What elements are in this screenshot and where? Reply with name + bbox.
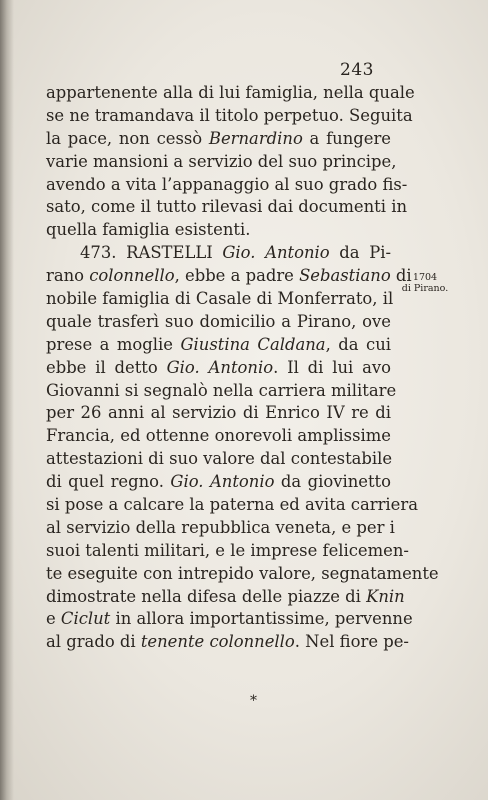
text-run: 473. RASTELLI bbox=[80, 243, 223, 263]
text-line bbox=[46, 380, 397, 403]
text-line bbox=[46, 540, 409, 563]
text-run: a fungere bbox=[302, 128, 391, 148]
text-line bbox=[46, 265, 412, 288]
text-run: , da cui bbox=[325, 334, 392, 354]
text-line bbox=[46, 357, 391, 380]
text-line bbox=[46, 608, 413, 631]
text-line bbox=[46, 586, 405, 609]
text-run: suoi talenti militari, e le imprese felicemen- bbox=[46, 540, 409, 560]
page-number: 243 bbox=[340, 60, 374, 80]
text-run: Giovanni si segnalò nella carriera militare bbox=[46, 380, 397, 400]
text-run: attestazioni di suo valore dal contestabile bbox=[46, 449, 393, 469]
text-run: se ne tramandava il titolo perpetuo. Seguita bbox=[46, 105, 413, 125]
text-line bbox=[46, 174, 408, 197]
text-run: varie mansioni a servizio del suo principe, bbox=[46, 151, 397, 171]
text-line bbox=[46, 288, 394, 311]
text-run: . Il di lui avo bbox=[273, 357, 391, 377]
italic-text: Knin bbox=[366, 586, 405, 606]
text-run: di quel regno. bbox=[46, 472, 171, 492]
text-run: per 26 anni al servizio di Enrico IV re di bbox=[46, 403, 391, 423]
text-run: Francia, ed ottenne onorevoli amplissime bbox=[46, 426, 391, 446]
text-line bbox=[46, 517, 395, 540]
text-run: di bbox=[390, 266, 412, 286]
text-line bbox=[46, 402, 391, 425]
text-run: nobile famiglia di Casale di Monferrato, il bbox=[46, 289, 394, 309]
text-run: rano bbox=[46, 266, 90, 286]
text-run: . Nel fiore pe- bbox=[294, 632, 409, 652]
italic-text: Gio. Antonio bbox=[166, 357, 274, 377]
margin-note-place: di Pirano. bbox=[401, 283, 449, 294]
text-run: dimostrate nella difesa delle piazze di bbox=[46, 586, 367, 606]
spine-shadow bbox=[0, 0, 14, 800]
text-run: da giovinetto bbox=[274, 472, 391, 492]
italic-text: Gio. Antonio bbox=[222, 243, 330, 263]
text-line bbox=[46, 334, 391, 357]
margin-note bbox=[395, 272, 455, 294]
text-run: sato, come il tutto rilevasi dai documenti in bbox=[46, 197, 408, 217]
text-line bbox=[46, 563, 439, 586]
italic-text: colonnello bbox=[89, 266, 175, 286]
text-line bbox=[46, 311, 391, 334]
text-run: la pace, non cessò bbox=[46, 128, 209, 148]
italic-text: tenente colonnello bbox=[140, 632, 295, 652]
text-run: prese a moglie bbox=[46, 334, 181, 354]
text-line bbox=[46, 151, 397, 174]
text-line bbox=[46, 128, 391, 151]
text-line bbox=[46, 242, 391, 265]
text-run: appartenente alla di lui famiglia, nella quale bbox=[46, 83, 415, 102]
text-line bbox=[46, 105, 413, 128]
italic-text: Giustina Caldana bbox=[180, 334, 326, 354]
text-run: quella famiglia esistenti. bbox=[46, 220, 251, 240]
text-run: te eseguite con intrepido valore, segnatamente bbox=[46, 563, 439, 583]
text-run: al grado di bbox=[46, 632, 141, 652]
text-run: quale trasferì suo domicilio a Pirano, ove bbox=[46, 311, 391, 331]
text-line bbox=[46, 196, 408, 219]
italic-text: Ciclut bbox=[60, 609, 111, 629]
text-line bbox=[46, 425, 391, 448]
text-run: avendo a vita l’appanaggio al suo grado fis- bbox=[46, 174, 408, 194]
text-line bbox=[46, 631, 409, 654]
text-run: al servizio della repubblica veneta, e per i bbox=[46, 517, 395, 537]
text-line bbox=[46, 471, 391, 494]
signature-mark: * bbox=[250, 693, 257, 709]
text-run: ebbe il detto bbox=[46, 357, 167, 377]
margin-note-year: 1704 bbox=[412, 272, 438, 283]
italic-text: Sebastiano bbox=[299, 266, 391, 286]
text-line bbox=[46, 448, 391, 471]
italic-text: Bernardino bbox=[208, 128, 303, 148]
text-run: , ebbe a padre bbox=[174, 266, 300, 286]
italic-text: Gio. Antonio bbox=[170, 472, 275, 492]
text-run: in allora importantissime, pervenne bbox=[110, 609, 413, 629]
text-line bbox=[46, 494, 418, 517]
text-run: e bbox=[46, 609, 61, 629]
text-line bbox=[46, 82, 415, 105]
text-line bbox=[46, 219, 391, 242]
text-run: da Pi- bbox=[329, 243, 392, 263]
text-run: si pose a calcare la paterna ed avita carriera bbox=[46, 495, 418, 515]
